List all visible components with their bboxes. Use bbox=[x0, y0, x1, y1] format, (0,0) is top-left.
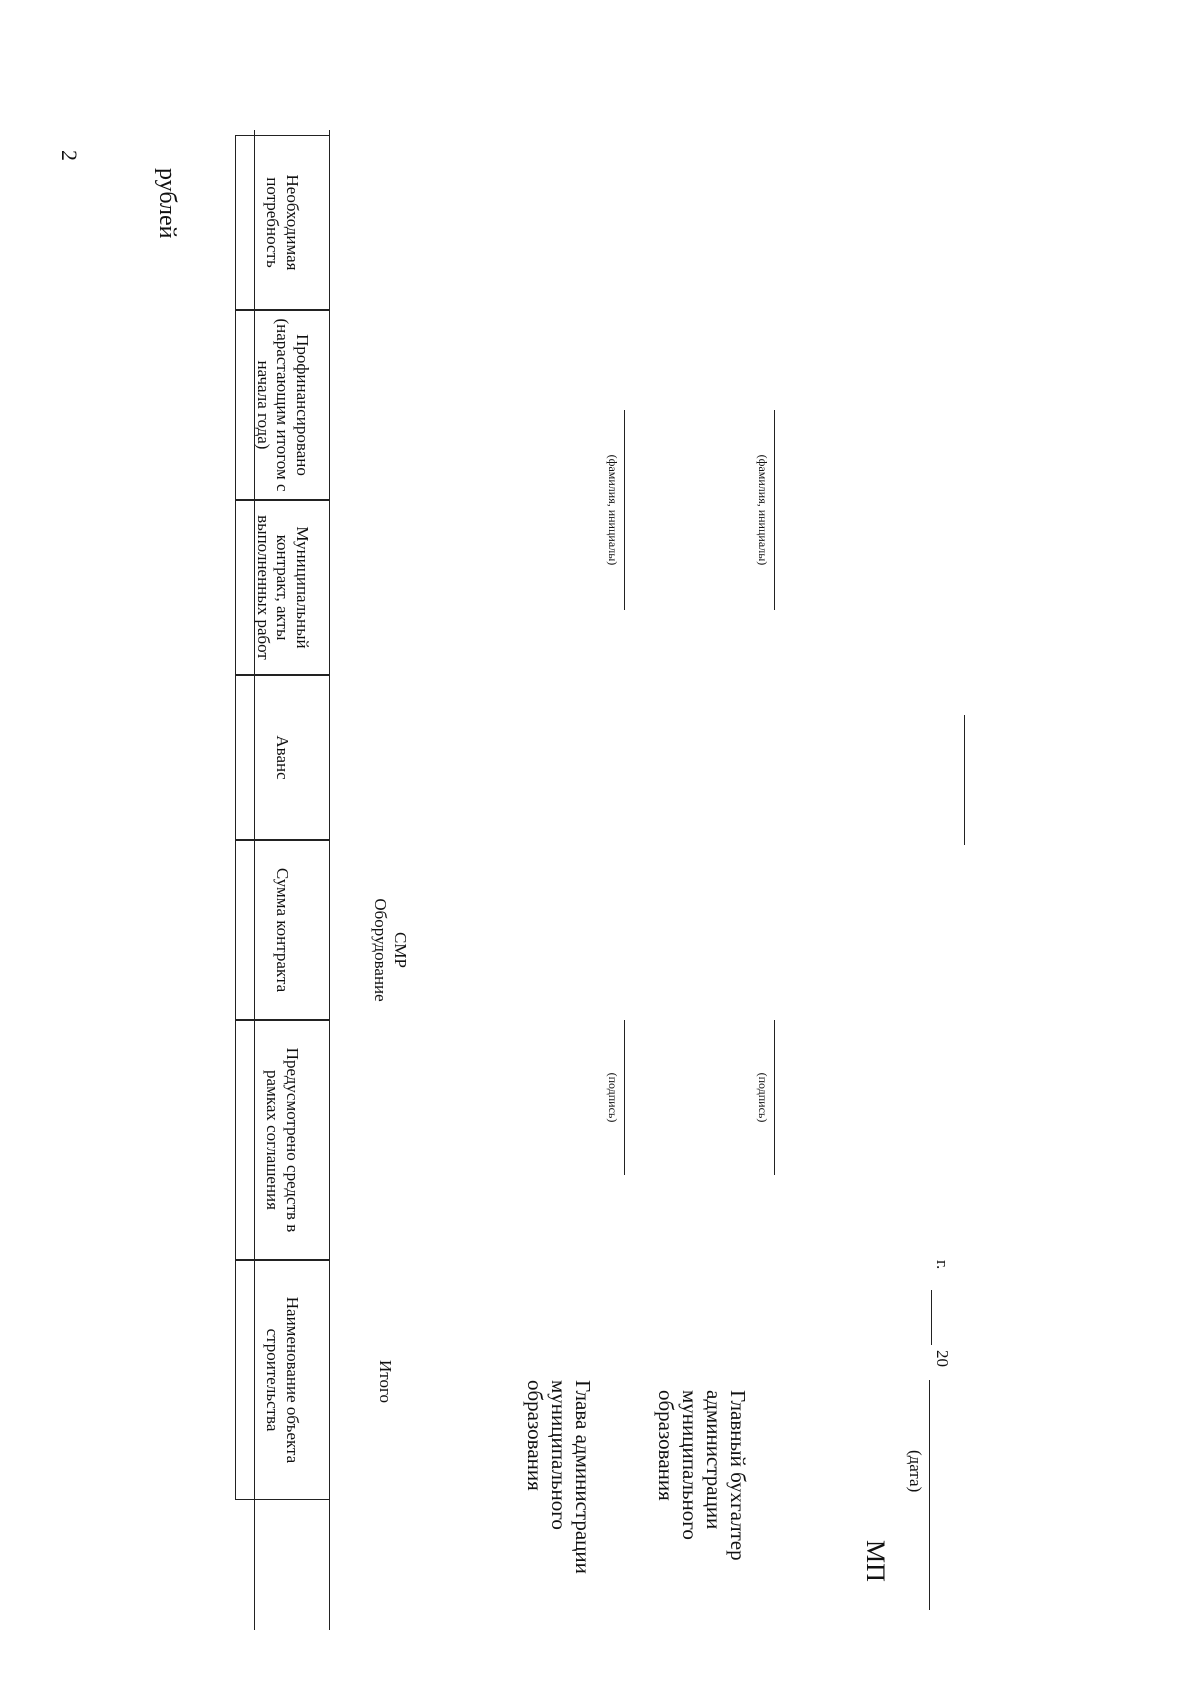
head-role: Глава администрации муниципального образования bbox=[522, 1380, 595, 1574]
header-need: Необходимая потребность bbox=[235, 135, 330, 310]
header-object-name: Наименование объекта строительства bbox=[235, 1260, 330, 1500]
accountant-signature-line[interactable] bbox=[774, 1020, 775, 1175]
header-contract-acts: Муниципальный контракт, акты выполненных работ bbox=[235, 500, 330, 675]
header-financed: Профинансировано (нарастающим итогом с начала года) bbox=[235, 310, 330, 500]
accountant-name-caption: (фамилия, инициалы) bbox=[756, 454, 770, 566]
head-signature-caption: (подпись) bbox=[606, 1072, 620, 1123]
date-year-prefix: 20 bbox=[933, 1350, 952, 1367]
date-line[interactable] bbox=[929, 1380, 930, 1610]
page-number: 2 bbox=[57, 150, 82, 161]
accountant-role: Главный бухгалтер администрации муниципального образования bbox=[653, 1390, 750, 1561]
accountant-name-line[interactable] bbox=[774, 410, 775, 610]
head-name-caption: (фамилия, инициалы) bbox=[606, 454, 620, 566]
stamp-mark: МП bbox=[861, 1540, 890, 1582]
date-caption: (дата) bbox=[906, 1450, 925, 1493]
header-contract-sum: Сумма контракта bbox=[235, 840, 330, 1020]
head-signature-line[interactable] bbox=[624, 1020, 625, 1175]
date-year-line[interactable] bbox=[931, 1290, 932, 1345]
header-advance: Аванс bbox=[235, 675, 330, 840]
sub-rows bbox=[369, 880, 410, 1020]
accountant-signature-caption: (подпись) bbox=[756, 1072, 770, 1123]
sub-row-smr: СМР bbox=[391, 932, 410, 968]
blank-line bbox=[964, 715, 965, 845]
head-name-line[interactable] bbox=[624, 410, 625, 610]
date-year-suffix: г. bbox=[933, 1260, 952, 1270]
total-label: Итого bbox=[376, 1360, 395, 1404]
currency-unit: рублей bbox=[154, 168, 180, 239]
sub-row-equipment: Оборудование bbox=[370, 898, 390, 1002]
header-planned-funds: Предусмотрено средств в рамках соглашения bbox=[235, 1020, 330, 1260]
